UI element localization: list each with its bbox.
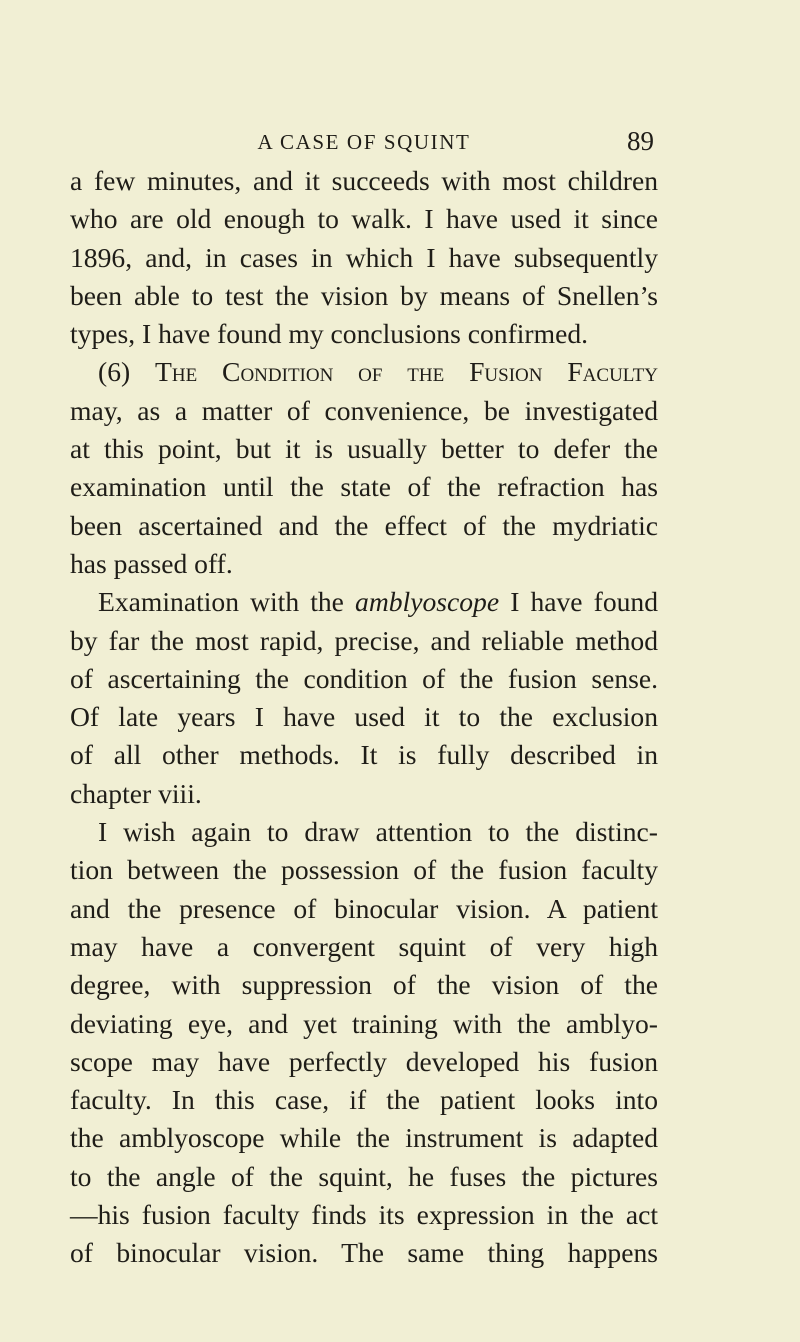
text-line: the amblyoscope while the instrument is adapted (70, 1122, 658, 1154)
text-line: by far the most rapid, precise, and reliable method (70, 624, 658, 656)
section-heading: The Condition of the Fusion Faculty (155, 356, 658, 388)
text-line: may, as a matter of convenience, be investigated (70, 394, 658, 426)
text-line: degree, with suppression of the vision of the (70, 969, 658, 1001)
text-run: I have found (510, 586, 659, 618)
text-line (70, 583, 658, 621)
section-number: (6) (98, 356, 131, 388)
italic-term: amblyoscope (355, 586, 500, 618)
text-line: faculty. In this case, if the patient looks into (70, 1084, 658, 1116)
text-line: to the angle of the squint, he fuses the pictures (70, 1160, 658, 1192)
text-run: Examination with the (98, 586, 344, 618)
text-line: 1896, and, in cases in which I have subsequently (70, 241, 658, 273)
text-line: Of late years I have used it to the exclusion (70, 701, 658, 733)
text-line: who are old enough to walk. I have used it since (70, 203, 658, 235)
text-line: been ascertained and the effect of the mydriatic (70, 509, 658, 541)
running-head (70, 128, 658, 164)
text-line: of ascertaining the condition of the fusion sense. (70, 662, 658, 694)
text-line: deviating eye, and yet training with the amblyo- (70, 1007, 658, 1039)
text-line: I wish again to draw attention to the distinc- (98, 816, 658, 848)
text-line: at this point, but it is usually better to defer the (70, 433, 658, 465)
text-line: —his fusion faculty finds its expression in the act (70, 1199, 658, 1231)
text-line: tion between the possession of the fusion faculty (70, 854, 658, 886)
text-line: of binocular vision. The same thing happens (70, 1237, 658, 1269)
text-line: has passed off. (70, 547, 233, 579)
body-text (70, 162, 658, 1273)
text-line: scope may have perfectly developed his fusion (70, 1045, 658, 1077)
text-line: and the presence of binocular vision. A patient (70, 892, 658, 924)
text-line: types, I have found my conclusions confirmed. (70, 318, 589, 350)
text-line: examination until the state of the refraction has (70, 471, 658, 503)
text-line: of all other methods. It is fully described in (70, 739, 658, 771)
running-title: A CASE OF SQUINT (257, 130, 471, 154)
page-number: 89 (627, 126, 654, 156)
text-line: a few minutes, and it succeeds with most children (70, 165, 658, 196)
text-line: chapter viii. (70, 777, 202, 809)
section-heading-line (70, 353, 658, 391)
text-line: been able to test the vision by means of Snellen’s (70, 279, 658, 311)
text-line: may have a convergent squint of very high (70, 930, 658, 962)
